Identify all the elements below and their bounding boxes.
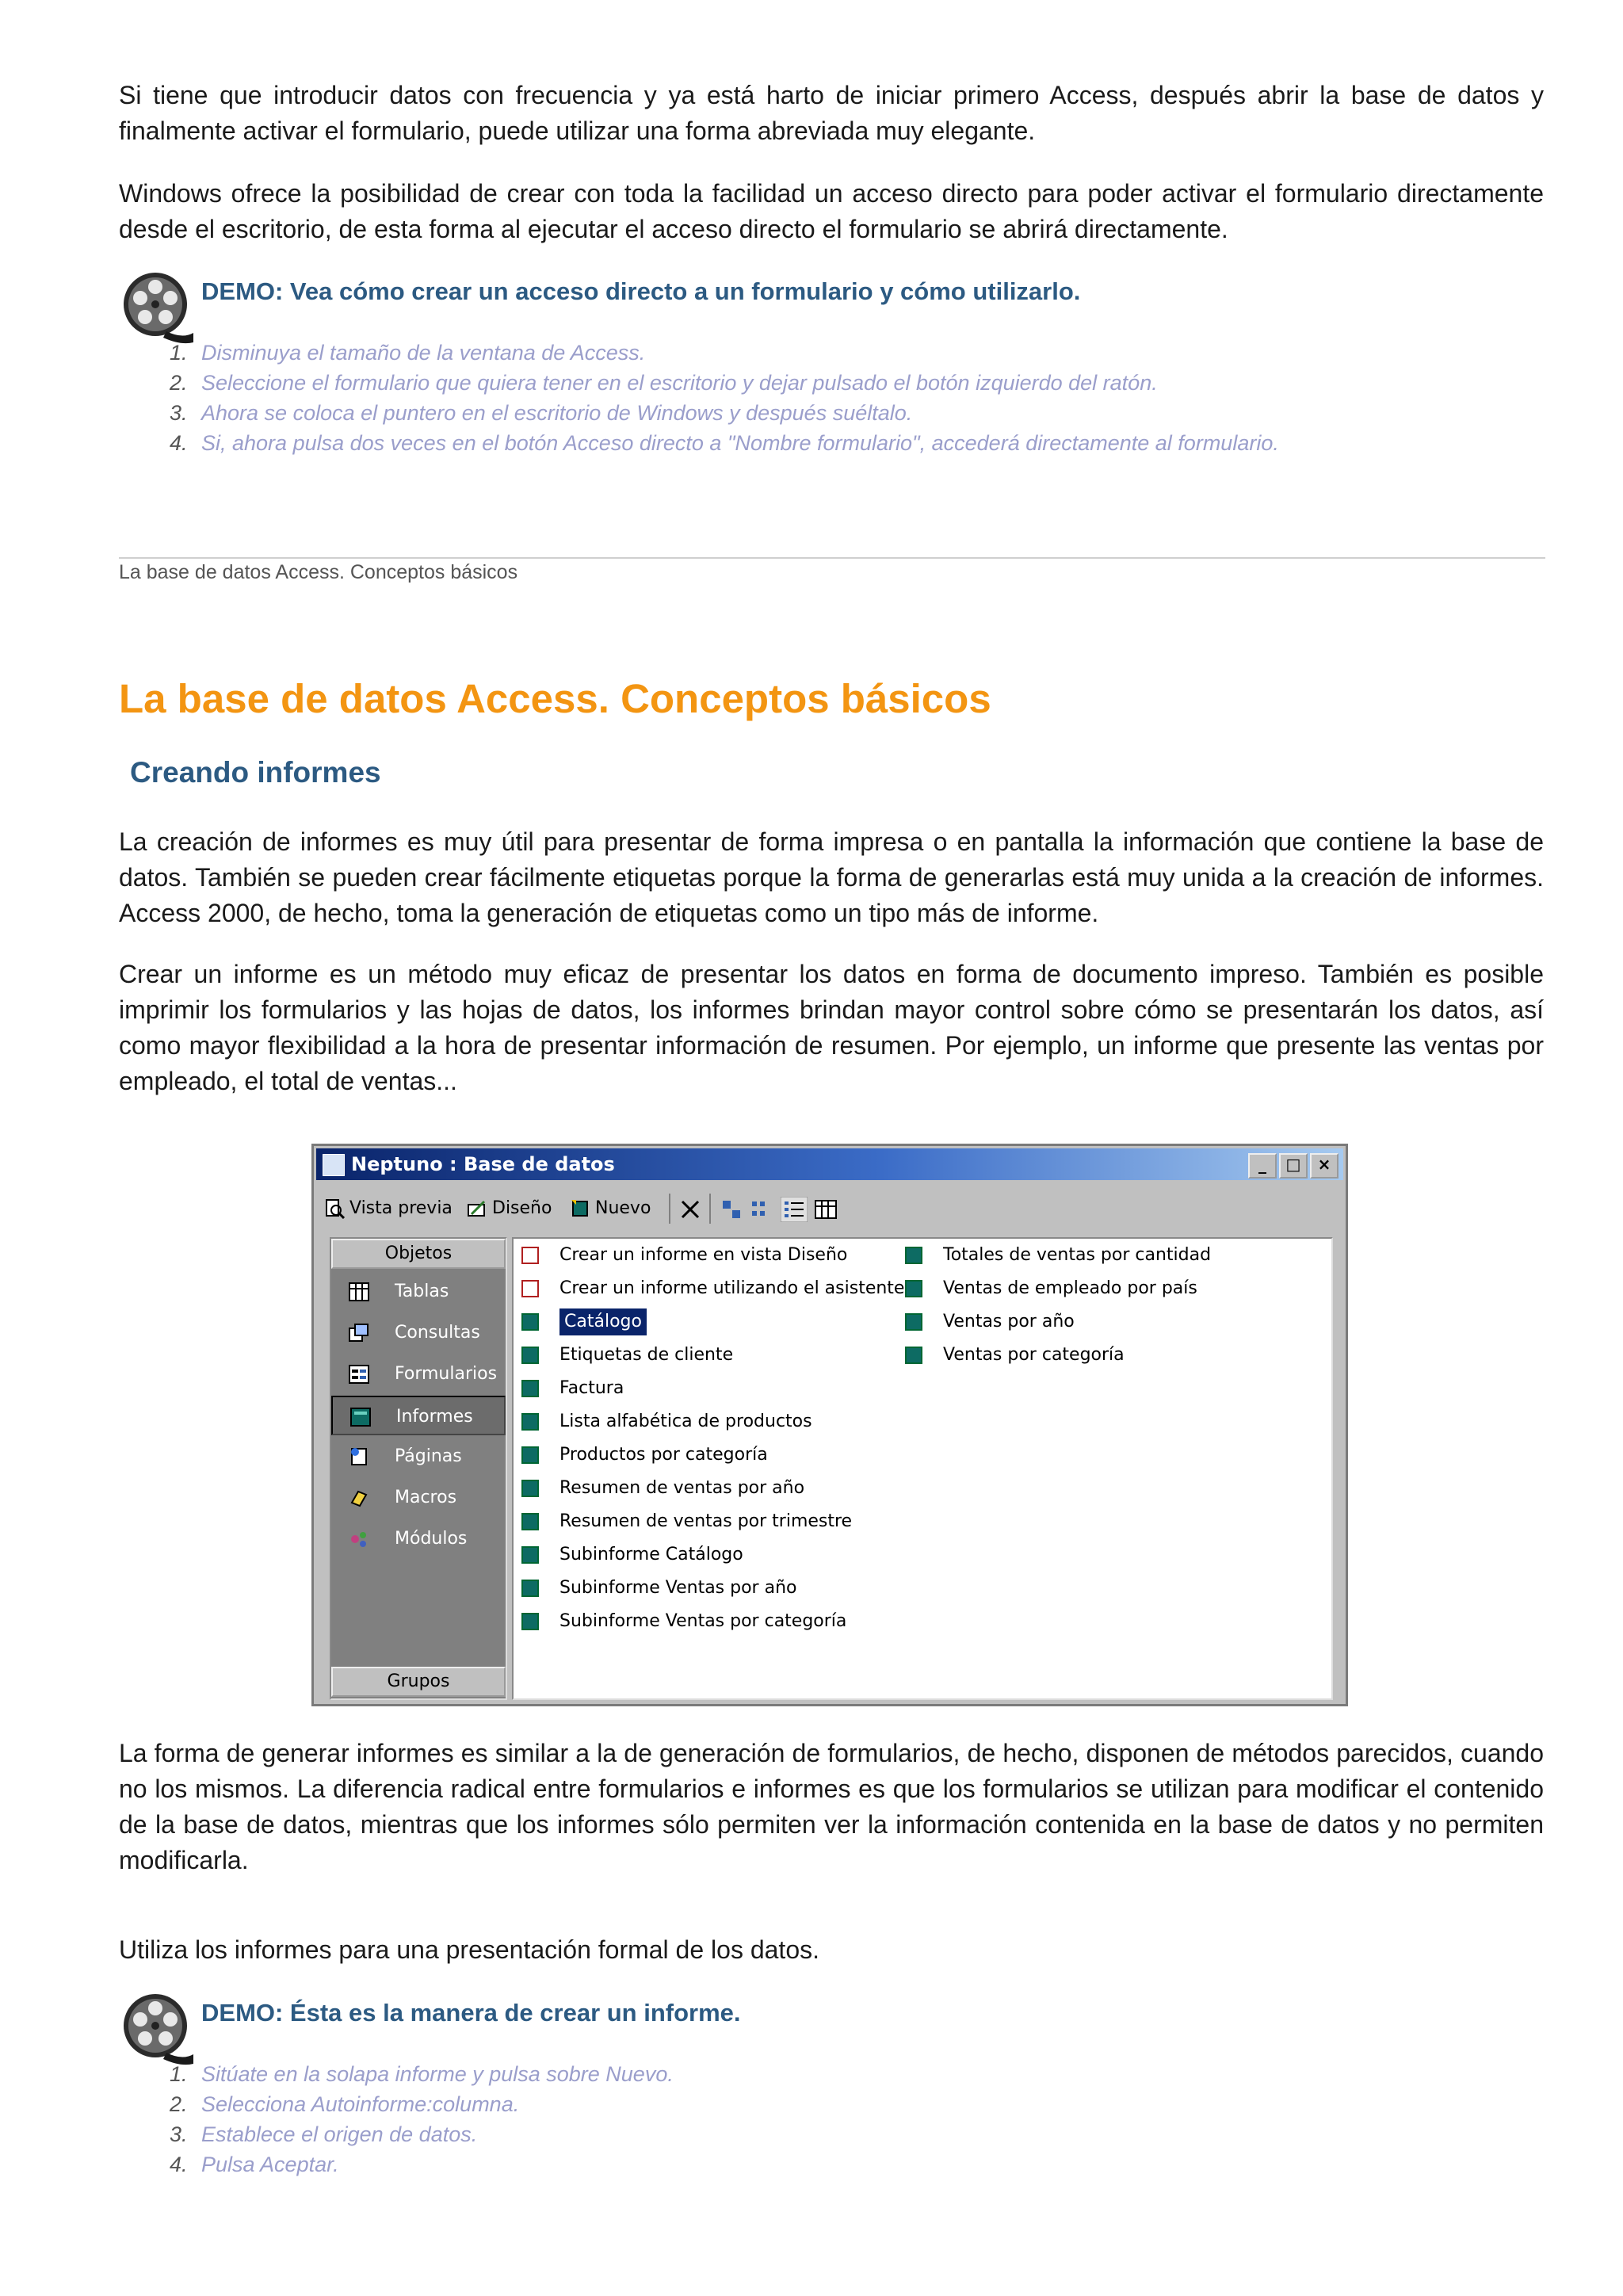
- page-title: La base de datos Access. Conceptos básicos: [119, 676, 991, 721]
- details-view-icon[interactable]: [814, 1198, 838, 1221]
- list-item[interactable]: [521, 1475, 804, 1502]
- sidebar-item-informes[interactable]: [331, 1396, 506, 1435]
- new-label: Nuevo: [595, 1198, 651, 1218]
- intro-paragraph-1: Si tiene que introducir datos con frecuencia y ya está harto de iniciar primero Access, después abrir la base de datos y finalmente activar el formulario, puede utilizar una forma abreviada muy elegante.: [119, 81, 1544, 145]
- report-icon: [521, 1613, 539, 1630]
- list-item: 1. Sitúate en la solapa informe y pulsa sobre Nuevo.: [170, 2062, 674, 2086]
- groups-header-button[interactable]: Grupos: [331, 1667, 506, 1697]
- toolbar-separator: [709, 1194, 711, 1224]
- report-icon: [521, 1546, 539, 1564]
- list-item-label: Productos por categoría: [559, 1445, 768, 1465]
- list-item: 1. Disminuya el tamaño de la ventana de Access.: [170, 341, 646, 365]
- query-icon: [349, 1324, 369, 1343]
- demo-1-steps: [170, 338, 1279, 458]
- film-reel-icon[interactable]: [119, 1991, 195, 2067]
- list-item-label: Crear un informe utilizando el asistente: [559, 1278, 905, 1298]
- large-icons-icon[interactable]: [720, 1198, 743, 1221]
- section-subtitle: Creando informes: [130, 756, 381, 789]
- report-icon: [521, 1347, 539, 1364]
- list-item: 2. Seleccione el formulario que quiera tener en el escritorio y dejar pulsado el botón izquierdo del ratón.: [170, 371, 1158, 395]
- new-button[interactable]: [570, 1195, 651, 1222]
- demo-block-2: [119, 1991, 1545, 2189]
- window-toolbar: [316, 1187, 1343, 1228]
- list-item-label: Catálogo: [559, 1308, 647, 1335]
- list-item-label: Resumen de ventas por trimestre: [559, 1511, 853, 1531]
- sidebar-item-paginas[interactable]: [331, 1437, 506, 1477]
- list-item-label: Lista alfabética de productos: [559, 1412, 812, 1431]
- list-item[interactable]: [521, 1442, 768, 1469]
- list-item-label: Ventas de empleado por país: [943, 1278, 1197, 1298]
- list-item[interactable]: [905, 1308, 1075, 1335]
- page-footer: La base de datos Access. Conceptos básicos: [119, 561, 518, 583]
- list-item: 2. Selecciona Autoinforme:columna.: [170, 2092, 520, 2116]
- page-icon: [349, 1447, 369, 1466]
- maximize-button[interactable]: □: [1279, 1153, 1308, 1179]
- list-item-label: Totales de ventas por cantidad: [943, 1245, 1212, 1265]
- section-paragraph-3: La forma de generar informes es similar a la de generación de formularios, de hecho, disponen de métodos parecidos, cuando no los mismos. La diferencia radical entre formularios e informes es que los formularios se utilizan para modificar el contenido de la base de datos, mientras que los informes sólo permiten ver la información contenida en la base de datos y no permiten modificarla.: [119, 1739, 1544, 1874]
- design-label: Diseño: [492, 1198, 552, 1218]
- sidebar-item-label: Módulos: [395, 1529, 468, 1549]
- list-item[interactable]: [521, 1375, 624, 1402]
- list-item-label: Resumen de ventas por año: [559, 1478, 805, 1498]
- toolbar-separator: [669, 1194, 670, 1224]
- list-item[interactable]: [521, 1408, 812, 1435]
- sidebar-item-label: Consultas: [395, 1323, 480, 1343]
- wizard-icon: [521, 1280, 539, 1297]
- sidebar-item-label: Informes: [396, 1407, 473, 1427]
- report-icon: [521, 1413, 539, 1431]
- list-item[interactable]: [521, 1575, 796, 1602]
- form-icon: [349, 1365, 369, 1384]
- sidebar-item-modulos[interactable]: [331, 1519, 506, 1559]
- design-button[interactable]: [467, 1195, 552, 1222]
- list-item: 3. Ahora se coloca el puntero en el escritorio de Windows y después suéltalo.: [170, 401, 913, 425]
- demo-block-1: [119, 269, 1545, 460]
- list-item[interactable]: [521, 1541, 743, 1568]
- list-item[interactable]: [521, 1275, 904, 1302]
- sidebar-item-label: Macros: [395, 1488, 457, 1507]
- new-report-icon: [521, 1247, 539, 1264]
- section-paragraph-1: La creación de informes es muy útil para presentar de forma impresa o en pantalla la información que contiene la base de datos. También se pueden crear fácilmente etiquetas porque la forma de generarlas está muy unida a la creación de informes. Access 2000, de hecho, toma la generación de etiquetas como un tipo más de informe.: [119, 827, 1544, 927]
- list-item-selected[interactable]: [521, 1308, 647, 1335]
- macro-icon: [349, 1488, 369, 1507]
- list-item[interactable]: [905, 1342, 1125, 1369]
- list-item[interactable]: [905, 1275, 1197, 1302]
- sidebar-item-formularios[interactable]: [331, 1354, 506, 1394]
- report-icon: [521, 1380, 539, 1397]
- list-item-label: Ventas por categoría: [943, 1345, 1125, 1365]
- list-view-icon[interactable]: [781, 1197, 808, 1222]
- section-paragraph-2: Crear un informe es un método muy eficaz de presentar los datos en forma de documento impreso. También es posible imprimir los formularios y las hojas de datos, los informes brindan mayor control sobre cómo se presentarán los datos, así como mayor flexibilidad a la hora de presentar información de resumen. Por ejemplo, un informe que presente las ventas por empleado, el total de ventas...: [119, 960, 1544, 1095]
- list-item[interactable]: [905, 1242, 1211, 1269]
- sidebar-item-consultas[interactable]: [331, 1313, 506, 1353]
- footer-divider: [119, 557, 1545, 559]
- film-reel-icon[interactable]: [119, 269, 195, 346]
- window-titlebar[interactable]: [316, 1148, 1343, 1180]
- report-icon: [521, 1480, 539, 1497]
- list-item-label: Ventas por año: [943, 1312, 1075, 1331]
- list-item-label: Factura: [559, 1378, 624, 1398]
- report-icon: [905, 1247, 922, 1264]
- table-icon: [349, 1282, 369, 1301]
- demo-2-title[interactable]: DEMO: Ésta es la manera de crear un informe.: [201, 1999, 741, 2027]
- report-icon: [521, 1513, 539, 1530]
- preview-button[interactable]: [324, 1195, 453, 1222]
- list-item-label: Subinforme Catálogo: [559, 1545, 743, 1564]
- report-icon: [905, 1280, 922, 1297]
- report-icon: [521, 1580, 539, 1597]
- new-icon: [570, 1198, 590, 1219]
- sidebar-item-label: Formularios: [395, 1364, 498, 1384]
- list-item[interactable]: [521, 1342, 733, 1369]
- demo-2-steps: [170, 2059, 674, 2179]
- list-item[interactable]: [521, 1508, 852, 1535]
- design-icon: [467, 1198, 487, 1219]
- report-icon: [350, 1408, 371, 1427]
- list-item-label: Crear un informe en vista Diseño: [559, 1245, 848, 1265]
- list-item-label: Subinforme Ventas por año: [559, 1578, 797, 1598]
- list-item: 3. Establece el origen de datos.: [170, 2122, 478, 2146]
- module-icon: [349, 1530, 369, 1549]
- minimize-button[interactable]: _: [1248, 1153, 1277, 1179]
- sidebar-item-tablas[interactable]: [331, 1272, 506, 1312]
- close-button[interactable]: ×: [1310, 1153, 1338, 1179]
- list-item: 4. Si, ahora pulsa dos veces en el botón Acceso directo a "Nombre formulario", accederá directamente al formulario.: [170, 431, 1279, 455]
- small-icons-icon[interactable]: [750, 1198, 773, 1221]
- preview-icon: [324, 1198, 345, 1219]
- sidebar-item-label: Páginas: [395, 1446, 462, 1466]
- report-icon: [905, 1347, 922, 1364]
- access-database-window: [311, 1144, 1348, 1706]
- list-item-label: Etiquetas de cliente: [559, 1345, 734, 1365]
- objects-header-button[interactable]: Objetos: [331, 1239, 506, 1269]
- sidebar-item-macros[interactable]: [331, 1478, 506, 1518]
- preview-label: Vista previa: [349, 1198, 453, 1218]
- database-icon: [323, 1154, 345, 1176]
- report-icon: [905, 1313, 922, 1331]
- objects-sidebar: [330, 1237, 507, 1700]
- delete-icon[interactable]: [679, 1198, 701, 1221]
- reports-list: [512, 1237, 1333, 1700]
- sidebar-item-label: Tablas: [395, 1282, 449, 1301]
- report-icon: [521, 1313, 539, 1331]
- intro-paragraph-2: Windows ofrece la posibilidad de crear con toda la facilidad un acceso directo para poder activar el formulario directamente desde el escritorio, de esta forma al ejecutar el acceso directo el formulario se abrirá directamente.: [119, 179, 1544, 243]
- list-item: 4. Pulsa Aceptar.: [170, 2153, 339, 2176]
- list-item[interactable]: [521, 1608, 846, 1635]
- list-item[interactable]: [521, 1242, 847, 1269]
- demo-1-title[interactable]: DEMO: Vea cómo crear un acceso directo a un formulario y cómo utilizarlo.: [201, 277, 1081, 305]
- list-item-label: Subinforme Ventas por categoría: [559, 1611, 847, 1631]
- report-icon: [521, 1446, 539, 1464]
- section-paragraph-4: Utiliza los informes para una presentación formal de los datos.: [119, 1935, 819, 1964]
- window-title: Neptuno : Base de datos: [351, 1153, 615, 1175]
